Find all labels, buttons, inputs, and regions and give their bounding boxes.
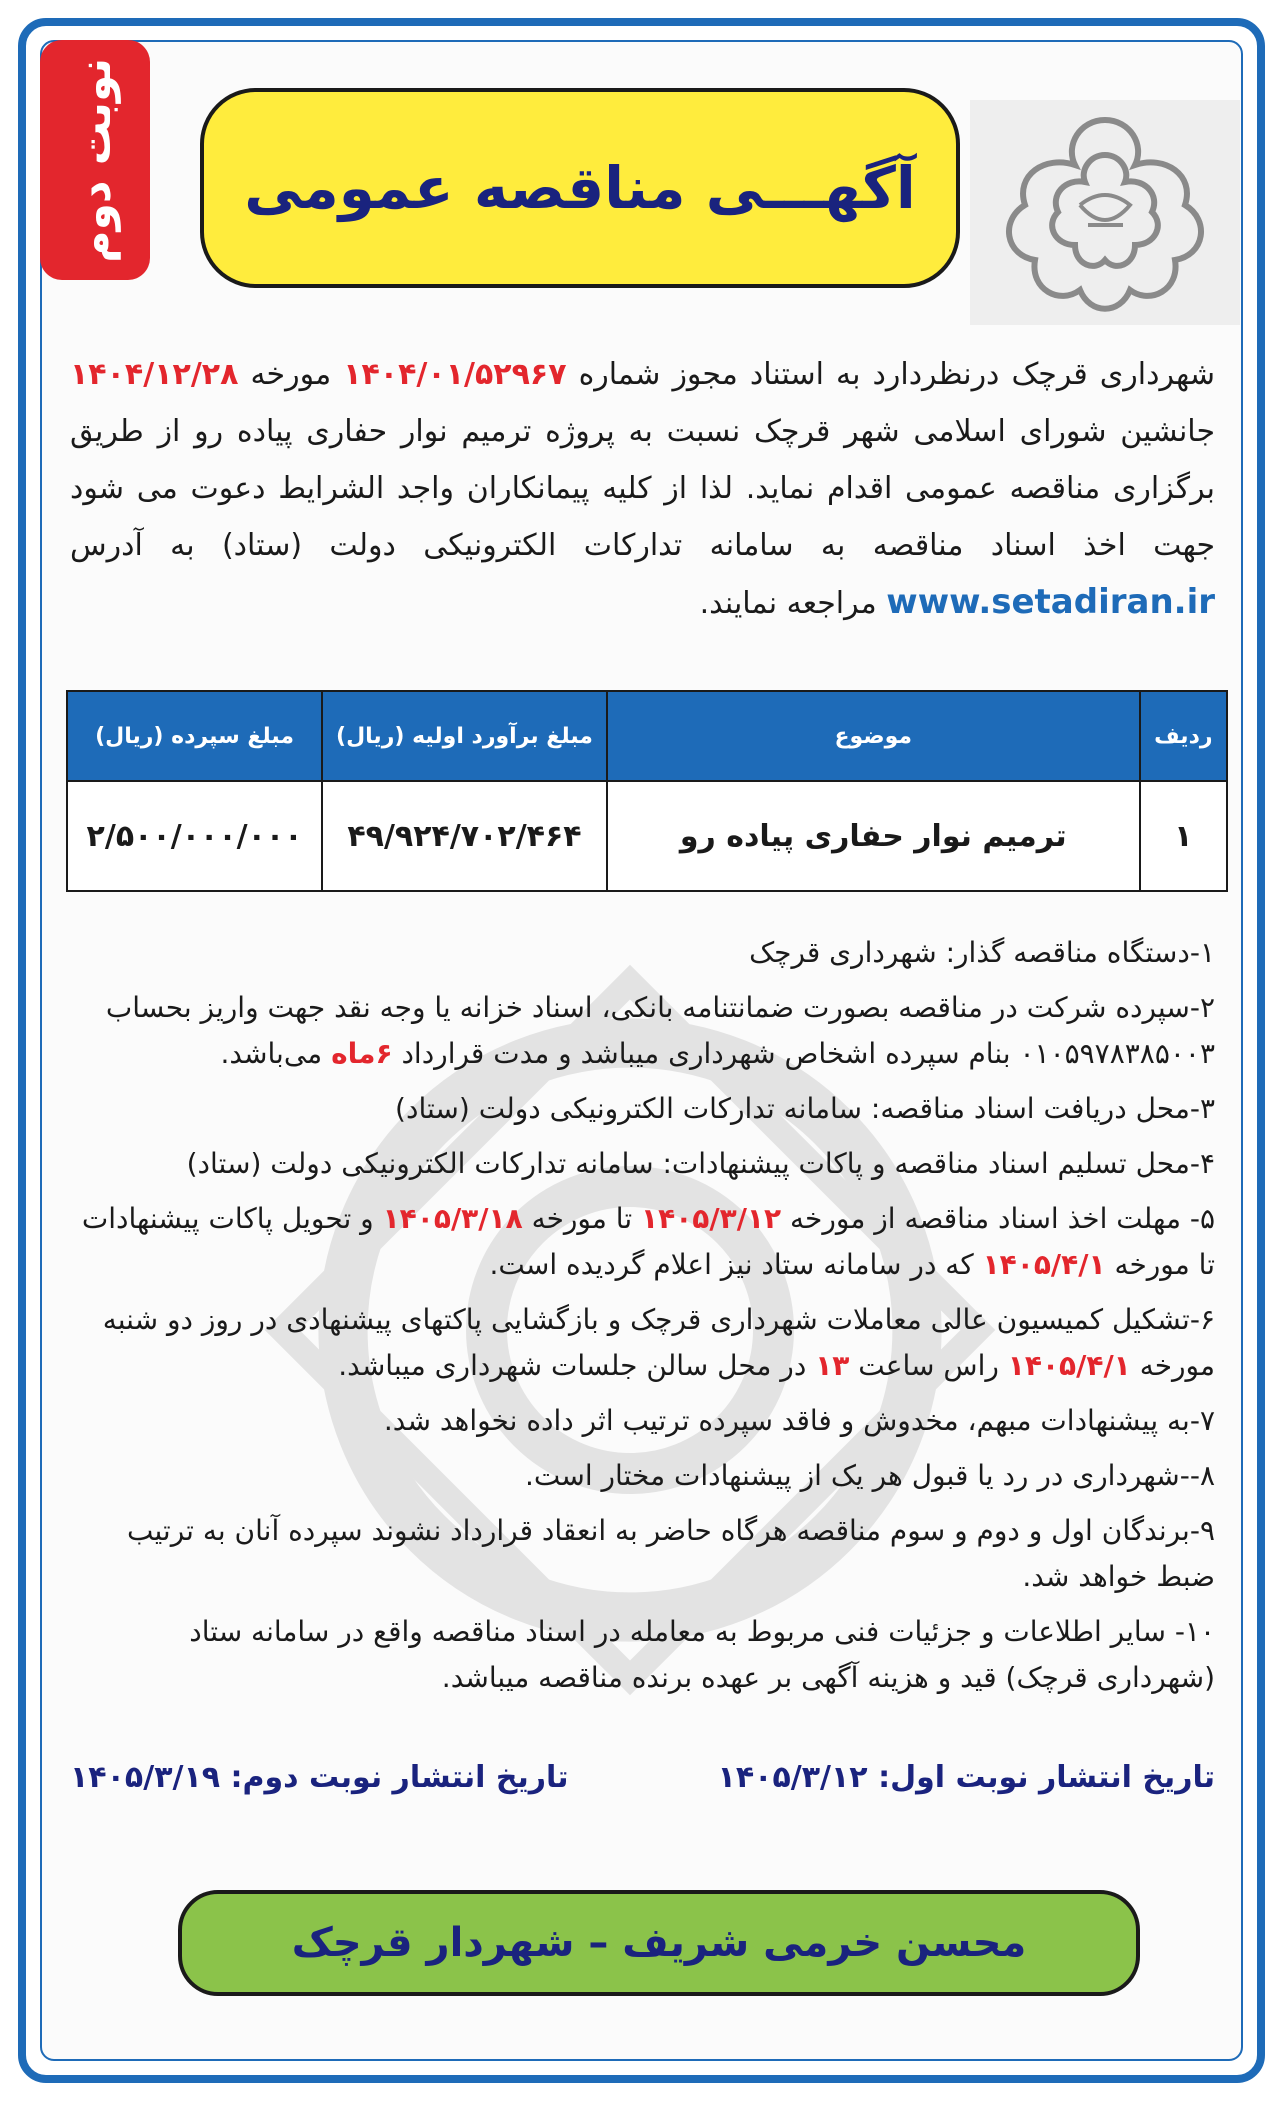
first-publication-date: تاریخ انتشار نوبت اول: ۱۴۰۵/۳/۱۲ xyxy=(717,1760,1215,1795)
publication-dates xyxy=(70,1760,1215,1810)
item-1-text: ۱-دستگاه مناقصه گذار: شهرداری قرچک xyxy=(749,936,1215,969)
item-7-text: ۷-به پیشنهادات مبهم، مخدوش و فاقد سپرده ترتیب اثر داده نخواهد شد. xyxy=(383,1404,1215,1437)
list-item xyxy=(70,1141,1215,1187)
setad-link[interactable]: www.setadiran.ir xyxy=(886,582,1215,622)
list-item xyxy=(70,1398,1215,1444)
list-item xyxy=(70,1196,1215,1288)
item-2-end: می‌باشد. xyxy=(220,1037,323,1070)
signature-banner xyxy=(178,1890,1140,1996)
header-deposit: مبلغ سپرده (ریال) xyxy=(67,691,322,781)
list-item xyxy=(70,1453,1215,1499)
item-5-text-c: و تحویل پاکات پیشنهادات تا مورخه xyxy=(81,1202,1215,1281)
list-item xyxy=(70,1508,1215,1600)
tender-table xyxy=(66,690,1228,892)
conditions-list xyxy=(70,930,1215,1710)
round-badge-label: نوبت دوم xyxy=(69,57,121,263)
item-3-text: ۳-محل دریافت اسناد مناقصه: سامانه تدارکات الکترونیکی دولت (ستاد) xyxy=(395,1092,1215,1125)
item-6-text-b: راس ساعت xyxy=(858,1349,999,1382)
header-row-no: ردیف xyxy=(1140,691,1227,781)
header-estimate: مبلغ برآورد اولیه (ریال) xyxy=(322,691,607,781)
opening-hour: ۱۳ xyxy=(815,1349,850,1382)
item-6-text-c: در محل سالن جلسات شهرداری میباشد. xyxy=(338,1349,807,1382)
submission-date: ۱۴۰۵/۴/۱ xyxy=(982,1248,1106,1281)
list-item xyxy=(70,1609,1215,1701)
round-badge xyxy=(40,40,150,280)
cell-row-no: ۱ xyxy=(1140,781,1227,891)
table-row xyxy=(67,781,1227,891)
item-6-text-a: ۶-تشکیل کمیسیون عالی معاملات شهرداری قرچک و بازگشایی پاکتهای پیشنهادی در روز دو شنبه مورخه xyxy=(102,1303,1215,1382)
doc-end-date: ۱۴۰۵/۳/۱۸ xyxy=(382,1202,523,1235)
page-title: آگهـــی مناقصه عمومی xyxy=(244,154,916,222)
item-5-text-a: ۵- مهلت اخذ اسناد مناقصه از مورخه xyxy=(790,1202,1215,1235)
table-header-row xyxy=(67,691,1227,781)
item-8-text: ۸--شهرداری در رد یا قبول هر یک از پیشنهادات مختار است. xyxy=(525,1459,1215,1492)
cell-estimate: ۴۹/۹۲۴/۷۰۲/۴۶۴ xyxy=(322,781,607,891)
title-banner xyxy=(200,88,960,288)
doc-start-date: ۱۴۰۵/۳/۱۲ xyxy=(641,1202,782,1235)
list-item xyxy=(70,985,1215,1077)
municipality-logo-icon xyxy=(970,100,1240,325)
item-9-text: ۹-برندگان اول و دوم و سوم مناقصه هرگاه حاضر به انعقاد قرارداد نشوند سپرده آنان به ترتیب ضبط خواهد شد. xyxy=(126,1514,1215,1593)
list-item xyxy=(70,1086,1215,1132)
item-2-text: ۲-سپرده شرکت در مناقصه بصورت ضمانتنامه بانکی، اسناد خزانه یا وجه نقد جهت واریز بحساب ۰۱۰۵۹۷۸۳۸۵۰۰۳ بنام سپرده اشخاص شهرداری میباشد و مدت قرارداد xyxy=(105,991,1215,1070)
second-publication-date: تاریخ انتشار نوبت دوم: ۱۴۰۵/۳/۱۹ xyxy=(70,1760,569,1795)
list-item xyxy=(70,930,1215,976)
cell-deposit: ۲/۵۰۰/۰۰۰/۰۰۰ xyxy=(67,781,322,891)
item-5-text-b: تا مورخه xyxy=(531,1202,633,1235)
cell-subject: ترمیم نوار حفاری پیاده رو xyxy=(607,781,1140,891)
list-item xyxy=(70,1297,1215,1389)
item-5-text-d: که در سامانه ستاد نیز اعلام گردیده است. xyxy=(489,1248,974,1281)
item-4-text: ۴-محل تسلیم اسناد مناقصه و پاکات پیشنهادات: سامانه تدارکات الکترونیکی دولت (ستاد) xyxy=(186,1147,1215,1180)
intro-paragraph xyxy=(70,346,1215,632)
item-10-text: ۱۰- سایر اطلاعات و جزئیات فنی مربوط به معامله در اسناد مناقصه واقع در سامانه ستاد (شهرداری قرچک) قید و هزینه آگهی بر عهده برنده مناقصه میباشد. xyxy=(189,1615,1215,1694)
permit-number: ۱۴۰۴/۰۱/۵۲۹۶۷ xyxy=(343,357,567,392)
signature-text: محسن خرمی شریف – شهردار قرچک xyxy=(291,1920,1027,1966)
intro-text-2: مورخه xyxy=(250,357,332,392)
intro-text-3: جانشین شورای اسلامی شهر قرچک نسبت به پروژه ترمیم نوار حفاری پیاده رو از طریق برگزاری مناقصه عمومی اقدام نماید. لذا از کلیه پیمانکاران واجد الشرایط دعوت می شود جهت اخذ اسناد مناقصه به سامانه تدارکات الکترونیکی دولت (ستاد) به آدرس xyxy=(70,414,1215,563)
permit-date: ۱۴۰۴/۱۲/۲۸ xyxy=(70,357,239,392)
intro-text-1: شهرداری قرچک درنظردارد به استناد مجوز شماره xyxy=(578,357,1215,392)
contract-duration: ۶ماه xyxy=(331,1037,393,1070)
opening-date: ۱۴۰۵/۴/۱ xyxy=(1007,1349,1131,1382)
intro-text-4: مراجعه نمایند. xyxy=(699,586,877,621)
header-subject: موضوع xyxy=(607,691,1140,781)
